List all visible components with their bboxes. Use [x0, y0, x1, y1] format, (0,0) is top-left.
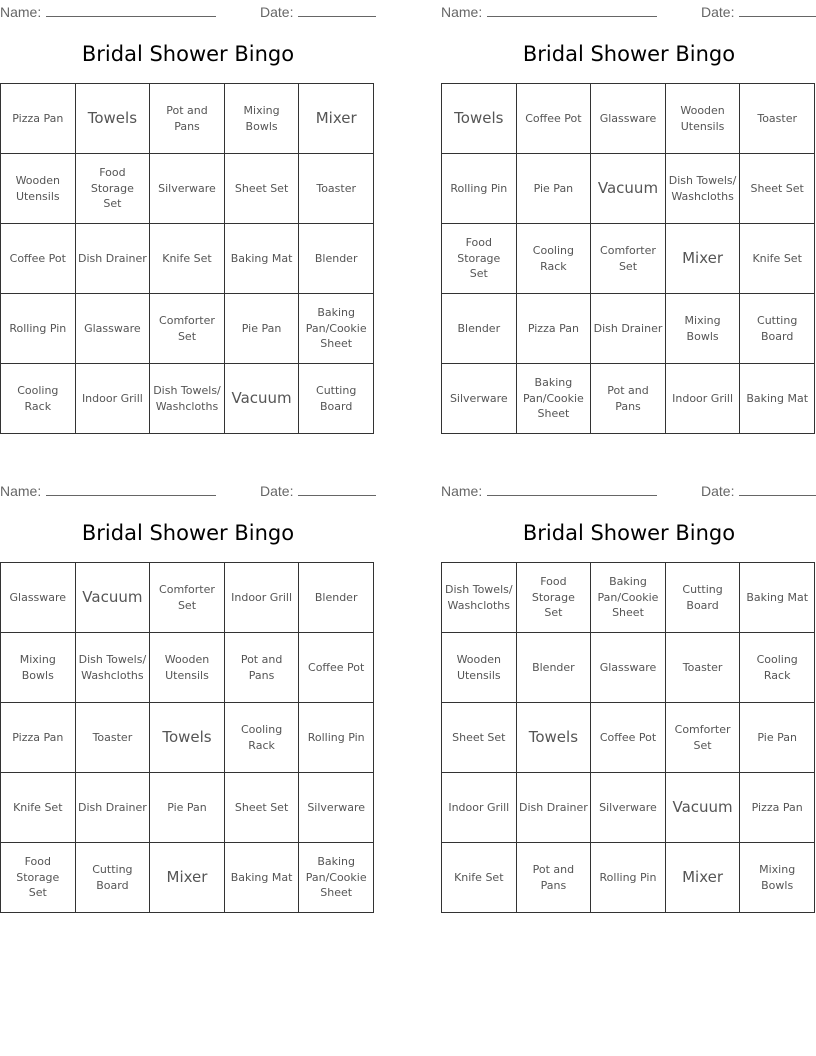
name-field — [441, 481, 657, 499]
bingo-cell[interactable]: Indoor Grill — [442, 773, 517, 843]
bingo-cell[interactable]: Dish Towels/ Washcloths — [76, 633, 151, 703]
bingo-cell[interactable]: Pizza Pan — [1, 703, 76, 773]
bingo-cell[interactable]: Sheet Set — [225, 773, 300, 843]
bingo-cell[interactable]: Toaster — [299, 154, 374, 224]
bingo-cell[interactable]: Cutting Board — [299, 364, 374, 434]
bingo-cell[interactable]: Towels — [150, 703, 225, 773]
bingo-cell[interactable]: Vacuum — [666, 773, 741, 843]
bingo-cell[interactable]: Coffee Pot — [591, 703, 666, 773]
bingo-cell[interactable]: Baking Mat — [740, 563, 815, 633]
name-blank-line[interactable] — [487, 2, 657, 17]
bingo-cell[interactable]: Pot and Pans — [150, 84, 225, 154]
bingo-cell[interactable]: Vacuum — [591, 154, 666, 224]
bingo-cell[interactable]: Wooden Utensils — [1, 154, 76, 224]
bingo-cell[interactable]: Pot and Pans — [225, 633, 300, 703]
card-header — [0, 479, 376, 501]
bingo-grid — [0, 83, 374, 434]
bingo-cell[interactable]: Knife Set — [150, 224, 225, 294]
bingo-cell[interactable]: Food Storage Set — [517, 563, 592, 633]
bingo-cell[interactable]: Rolling Pin — [591, 843, 666, 913]
bingo-cell[interactable]: Pizza Pan — [740, 773, 815, 843]
bingo-cell[interactable]: Mixing Bowls — [1, 633, 76, 703]
bingo-cell[interactable]: Glassware — [591, 84, 666, 154]
bingo-cell[interactable]: Food Storage Set — [442, 224, 517, 294]
card-title: Bridal Shower Bingo — [81, 521, 295, 545]
card-header — [441, 0, 816, 22]
card-title: Bridal Shower Bingo — [522, 42, 736, 66]
bingo-cell[interactable]: Comforter Set — [150, 563, 225, 633]
bingo-cell[interactable]: Comforter Set — [666, 703, 741, 773]
bingo-cell[interactable]: Cooling Rack — [517, 224, 592, 294]
date-label: Date: — [701, 4, 735, 20]
card-header — [0, 0, 376, 22]
bingo-cell[interactable]: Dish Drainer — [76, 773, 151, 843]
bingo-cell[interactable]: Baking Mat — [225, 224, 300, 294]
name-blank-line[interactable] — [487, 481, 657, 496]
name-label: Name: — [0, 483, 42, 499]
bingo-cell[interactable]: Blender — [517, 633, 592, 703]
bingo-cell[interactable]: Sheet Set — [740, 154, 815, 224]
date-blank-line[interactable] — [739, 2, 816, 17]
name-blank-line[interactable] — [46, 481, 216, 496]
date-blank-line[interactable] — [739, 481, 816, 496]
bingo-cell[interactable]: Pie Pan — [740, 703, 815, 773]
bingo-cell[interactable]: Pizza Pan — [1, 84, 76, 154]
date-field — [701, 481, 816, 499]
name-label: Name: — [0, 4, 42, 20]
name-label: Name: — [441, 4, 483, 20]
bingo-cell[interactable]: Rolling Pin — [299, 703, 374, 773]
name-field — [0, 481, 216, 499]
bingo-cell[interactable]: Mixing Bowls — [666, 294, 741, 364]
bingo-cell[interactable]: Indoor Grill — [225, 563, 300, 633]
bingo-cell[interactable]: Baking Pan/Cookie Sheet — [299, 294, 374, 364]
bingo-cell[interactable]: Mixer — [666, 843, 741, 913]
bingo-cell[interactable]: Dish Drainer — [76, 224, 151, 294]
bingo-cell[interactable]: Toaster — [666, 633, 741, 703]
bingo-cell[interactable]: Comforter Set — [591, 224, 666, 294]
bingo-cell[interactable]: Cooling Rack — [1, 364, 76, 434]
date-field — [260, 2, 376, 20]
card-title: Bridal Shower Bingo — [522, 521, 736, 545]
bingo-cell[interactable]: Cutting Board — [76, 843, 151, 913]
bingo-cell[interactable]: Blender — [299, 563, 374, 633]
bingo-cell[interactable]: Pie Pan — [517, 154, 592, 224]
bingo-cell[interactable]: Dish Towels/ Washcloths — [666, 154, 741, 224]
bingo-cell[interactable]: Comforter Set — [150, 294, 225, 364]
bingo-cell[interactable]: Pizza Pan — [517, 294, 592, 364]
bingo-cell[interactable]: Dish Drainer — [517, 773, 592, 843]
bingo-cell[interactable]: Towels — [76, 84, 151, 154]
bingo-cell[interactable]: Sheet Set — [225, 154, 300, 224]
bingo-cell[interactable]: Wooden Utensils — [666, 84, 741, 154]
bingo-cell[interactable]: Glassware — [591, 633, 666, 703]
date-blank-line[interactable] — [298, 2, 376, 17]
bingo-grid — [0, 562, 374, 913]
bingo-cell[interactable]: Cooling Rack — [740, 633, 815, 703]
date-label: Date: — [260, 4, 294, 20]
bingo-cell[interactable]: Indoor Grill — [666, 364, 741, 434]
bingo-cell[interactable]: Silverware — [299, 773, 374, 843]
bingo-cell[interactable]: Blender — [299, 224, 374, 294]
bingo-cell[interactable]: Toaster — [740, 84, 815, 154]
date-blank-line[interactable] — [298, 481, 376, 496]
bingo-cell[interactable]: Vacuum — [225, 364, 300, 434]
date-label: Date: — [260, 483, 294, 499]
bingo-cell[interactable]: Silverware — [150, 154, 225, 224]
bingo-grid — [441, 562, 815, 913]
bingo-cell[interactable]: Knife Set — [740, 224, 815, 294]
bingo-cell[interactable]: Glassware — [76, 294, 151, 364]
bingo-cell[interactable]: Pot and Pans — [591, 364, 666, 434]
bingo-cell[interactable]: Knife Set — [442, 843, 517, 913]
bingo-grid — [441, 83, 815, 434]
bingo-cell[interactable]: Mixer — [666, 224, 741, 294]
bingo-cell[interactable]: Cutting Board — [666, 563, 741, 633]
bingo-cell[interactable]: Food Storage Set — [76, 154, 151, 224]
bingo-cell[interactable]: Coffee Pot — [1, 224, 76, 294]
bingo-cell[interactable]: Blender — [442, 294, 517, 364]
bingo-cell[interactable]: Sheet Set — [442, 703, 517, 773]
bingo-cell[interactable]: Cutting Board — [740, 294, 815, 364]
bingo-cell[interactable]: Dish Towels/ Washcloths — [442, 563, 517, 633]
bingo-cell[interactable]: Silverware — [442, 364, 517, 434]
bingo-cell[interactable]: Coffee Pot — [517, 84, 592, 154]
bingo-cell[interactable]: Mixer — [299, 84, 374, 154]
bingo-cell[interactable]: Toaster — [76, 703, 151, 773]
bingo-cell[interactable]: Baking Pan/Cookie Sheet — [591, 563, 666, 633]
bingo-cell[interactable]: Dish Drainer — [591, 294, 666, 364]
bingo-cell[interactable]: Cooling Rack — [225, 703, 300, 773]
bingo-cell[interactable]: Baking Pan/Cookie Sheet — [517, 364, 592, 434]
bingo-cell[interactable]: Mixer — [150, 843, 225, 913]
date-field — [260, 481, 376, 499]
bingo-cell[interactable]: Wooden Utensils — [150, 633, 225, 703]
bingo-cell[interactable]: Rolling Pin — [442, 154, 517, 224]
bingo-cell[interactable]: Coffee Pot — [299, 633, 374, 703]
bingo-cell[interactable]: Silverware — [591, 773, 666, 843]
name-field — [0, 2, 216, 20]
bingo-cell[interactable]: Baking Mat — [225, 843, 300, 913]
bingo-cell[interactable]: Towels — [517, 703, 592, 773]
date-label: Date: — [701, 483, 735, 499]
bingo-cell[interactable]: Mixing Bowls — [225, 84, 300, 154]
bingo-cell[interactable]: Food Storage Set — [1, 843, 76, 913]
card-header — [441, 479, 816, 501]
bingo-cell[interactable]: Baking Mat — [740, 364, 815, 434]
bingo-cell[interactable]: Vacuum — [76, 563, 151, 633]
bingo-cell[interactable]: Dish Towels/ Washcloths — [150, 364, 225, 434]
card-title: Bridal Shower Bingo — [81, 42, 295, 66]
name-label: Name: — [441, 483, 483, 499]
bingo-cell[interactable]: Pie Pan — [150, 773, 225, 843]
bingo-cell[interactable]: Mixing Bowls — [740, 843, 815, 913]
bingo-cell[interactable]: Knife Set — [1, 773, 76, 843]
bingo-cell[interactable]: Pie Pan — [225, 294, 300, 364]
bingo-cell[interactable]: Baking Pan/Cookie Sheet — [299, 843, 374, 913]
name-field — [441, 2, 657, 20]
bingo-cell[interactable]: Indoor Grill — [76, 364, 151, 434]
date-field — [701, 2, 816, 20]
name-blank-line[interactable] — [46, 2, 216, 17]
bingo-cell[interactable]: Pot and Pans — [517, 843, 592, 913]
bingo-cell[interactable]: Glassware — [1, 563, 76, 633]
bingo-cell[interactable]: Towels — [442, 84, 517, 154]
bingo-cell[interactable]: Wooden Utensils — [442, 633, 517, 703]
bingo-cell[interactable]: Rolling Pin — [1, 294, 76, 364]
